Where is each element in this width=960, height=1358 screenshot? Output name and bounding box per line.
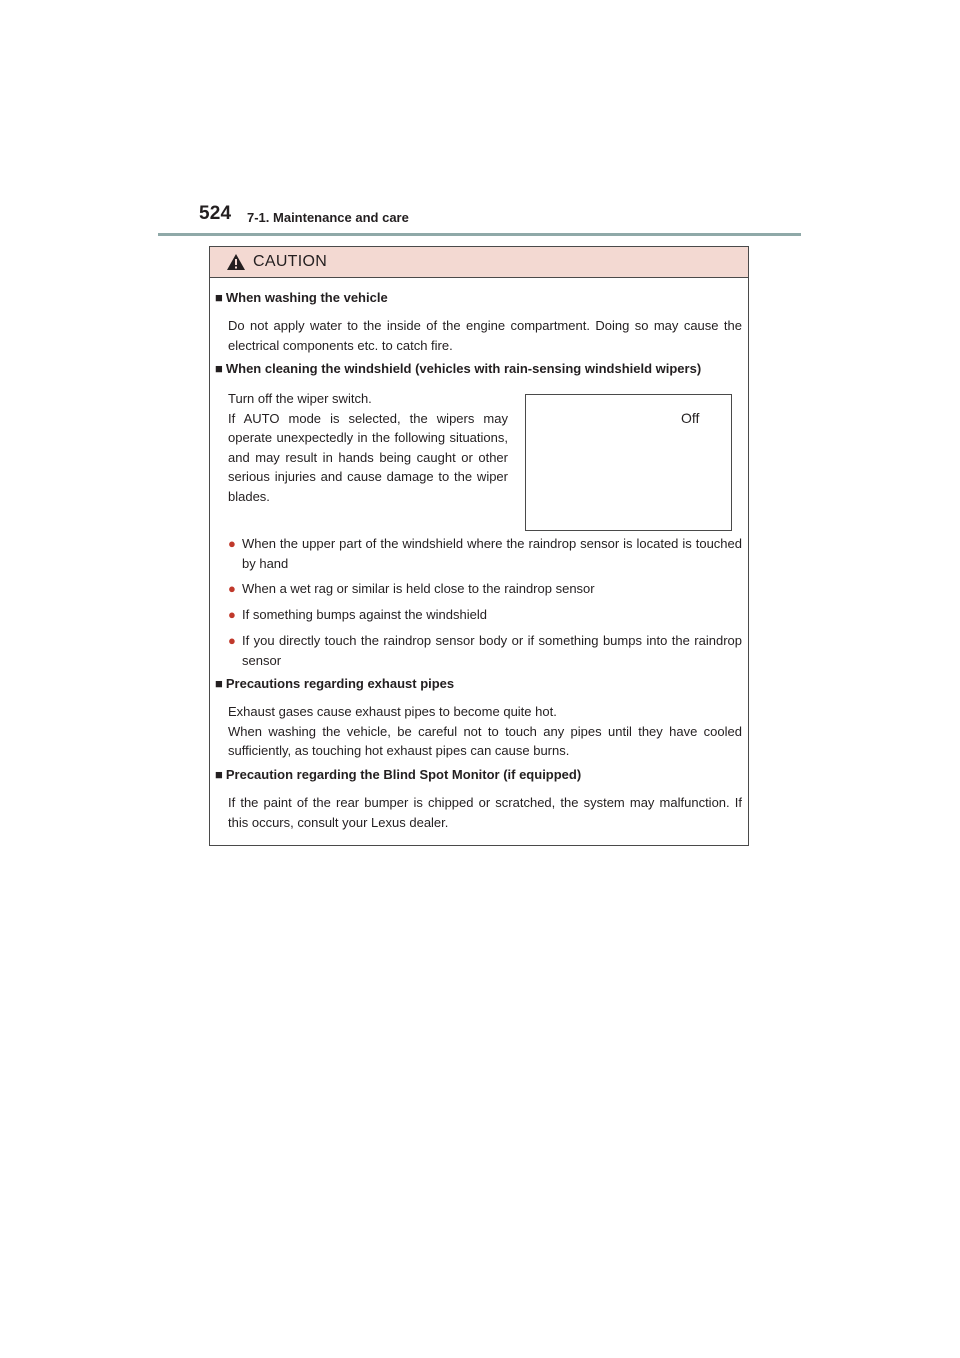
- caution-title: CAUTION: [253, 253, 328, 270]
- circle-bullet-icon: ●: [228, 633, 236, 648]
- wiper-switch-figure: [525, 394, 732, 531]
- list-item: ● If something bumps against the windshield: [228, 605, 742, 625]
- circle-bullet-icon: ●: [228, 536, 236, 551]
- header-rule: [158, 233, 801, 236]
- square-bullet-icon: ■: [215, 676, 223, 691]
- list-item: ● When the upper part of the windshield where the raindrop sensor is located is touched by hand: [228, 536, 742, 571]
- section-title: 7-1. Maintenance and care: [247, 210, 409, 225]
- square-bullet-icon: ■: [215, 361, 223, 376]
- square-bullet-icon: ■: [215, 290, 223, 305]
- section-heading: ■ Precaution regarding the Blind Spot Monitor (if equipped): [215, 767, 582, 782]
- body-line: Exhaust gases cause exhaust pipes to become quite hot.: [228, 704, 557, 719]
- figure-label-off: Off: [681, 410, 700, 426]
- square-bullet-icon: ■: [215, 767, 223, 782]
- body-line: When washing the vehicle, be careful not to touch any pipes until they have cooled sufficiently, as touching hot exhaust pipes can cause burns.: [228, 723, 742, 758]
- section-body: If the paint of the rear bumper is chipped or scratched, the system may malfunction. If this occurs, consult your Lexus dealer.: [228, 795, 742, 830]
- section-body: Do not apply water to the inside of the engine compartment. Doing so may cause the electrical components etc. to catch fire.: [228, 318, 742, 353]
- section-intro: [228, 389, 508, 506]
- section-heading: ■ When washing the vehicle: [215, 290, 388, 305]
- section-heading: ■ Precautions regarding exhaust pipes: [215, 676, 455, 691]
- section-heading: ■ When cleaning the windshield (vehicles with rain-sensing windshield wipers): [215, 361, 702, 376]
- section-body: [228, 702, 742, 761]
- circle-bullet-icon: ●: [228, 607, 236, 622]
- intro-line: Turn off the wiper switch.: [228, 391, 372, 406]
- warning-triangle-icon: [226, 253, 246, 271]
- page-number: 524: [199, 203, 232, 224]
- circle-bullet-icon: ●: [228, 581, 236, 596]
- caution-box: [209, 246, 749, 846]
- caution-header: [210, 247, 748, 278]
- list-item: ● When a wet rag or similar is held close to the raindrop sensor: [228, 579, 742, 599]
- list-item: ● If you directly touch the raindrop sensor body or if something bumps into the raindrop sensor: [228, 633, 742, 668]
- intro-line: If AUTO mode is selected, the wipers may operate unexpectedly in the following situations, and may result in hands being caught or other serious injuries and cause damage to the wiper blades.: [228, 410, 508, 504]
